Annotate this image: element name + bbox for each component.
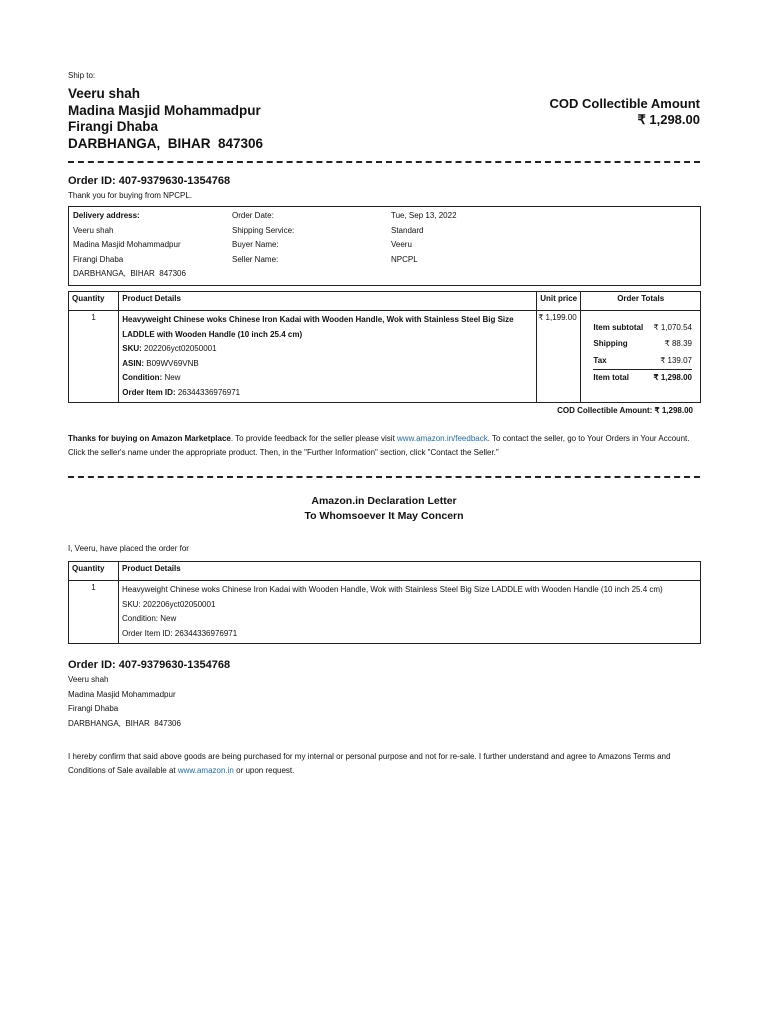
decl-condition: Condition: New bbox=[122, 614, 177, 623]
shipping-label: Shipping bbox=[593, 339, 628, 349]
buyer-name-label: Buyer Name: bbox=[232, 240, 279, 249]
declaration-title-1: Amazon.in Declaration Letter bbox=[311, 495, 457, 507]
cod-collectible-header bbox=[550, 96, 700, 127]
order-totals-header: Order Totals bbox=[581, 292, 701, 311]
shipping-service-label: Shipping Service: bbox=[232, 225, 295, 235]
decl-addr-line2: Firangi Dhaba bbox=[68, 704, 119, 713]
sku-line bbox=[122, 342, 533, 357]
delivery-address bbox=[73, 209, 186, 282]
decl-addr-line1: Madina Masjid Mohammadpur bbox=[68, 689, 176, 699]
ship-to-name: Veeru shah bbox=[68, 86, 141, 101]
order-id: Order ID: 407-9379630-1354768 bbox=[68, 175, 231, 187]
condition-value: New bbox=[164, 373, 181, 382]
dashed-divider bbox=[68, 161, 700, 163]
declaration-table-header bbox=[69, 562, 701, 581]
delivery-line2: Firangi Dhaba bbox=[73, 254, 124, 264]
condition-label: Condition: bbox=[122, 373, 163, 382]
item-total-value: ₹ 1,298.00 bbox=[653, 373, 692, 383]
item-id-line bbox=[122, 386, 533, 401]
decl-address bbox=[68, 673, 181, 731]
ship-to-line1: Madina Masjid Mohammadpur bbox=[68, 102, 261, 118]
item-total-row bbox=[593, 370, 692, 387]
subtotal-row bbox=[593, 319, 692, 336]
tax-label: Tax bbox=[593, 355, 607, 365]
decl-details-header: Product Details bbox=[119, 562, 701, 581]
declaration-intro: I, Veeru, have placed the order for bbox=[68, 544, 189, 553]
shipping-row bbox=[593, 336, 692, 353]
order-field-labels bbox=[232, 209, 294, 267]
details-header: Product Details bbox=[119, 292, 537, 311]
subtotal-value: ₹ 1,070.54 bbox=[653, 322, 692, 332]
declaration-title-2: To Whomsoever It May Concern bbox=[304, 510, 464, 522]
decl-item-id: Order Item ID: 26344336976971 bbox=[122, 628, 238, 638]
item-id-label: Order Item ID: bbox=[122, 387, 176, 397]
qty-cell: 1 bbox=[69, 311, 119, 403]
seller-name-value: NPCPL bbox=[391, 254, 418, 264]
order-date-value: Tue, Sep 13, 2022 bbox=[391, 211, 457, 220]
asin-value: B09WV69VNB bbox=[146, 358, 199, 368]
delivery-line3: DARBHANGA, BIHAR 847306 bbox=[73, 269, 186, 278]
product-title: Heavyweight Chinese woks Chinese Iron Kadai with Wooden Handle, Wok with Stainless Steel Big Size LADDLE with Wooden Handle (10 inch 25.4 cm) bbox=[122, 315, 514, 339]
product-table bbox=[68, 291, 701, 403]
cod-title: COD Collectible Amount bbox=[549, 96, 700, 111]
unit-price-cell: ₹ 1,199.00 bbox=[537, 311, 581, 403]
subtotal-label: Item subtotal bbox=[593, 322, 644, 332]
shipping-value: ₹ 88.39 bbox=[664, 339, 692, 349]
sku-value: 202206yct02050001 bbox=[144, 344, 217, 353]
item-id-value: 26344336976971 bbox=[177, 387, 241, 397]
feedback-text2: . To contact the seller, go to Your Orders in Your Account. Click the seller's name under the appropriate product. Then, in the "Further Information" section, click "Contact the Seller." bbox=[68, 434, 690, 457]
decl-details-cell bbox=[119, 581, 701, 644]
product-table-header bbox=[69, 292, 701, 311]
ship-to-line2: Firangi Dhaba bbox=[68, 119, 159, 134]
cod-collectible-footer: COD Collectible Amount: ₹ 1,298.00 bbox=[557, 406, 693, 415]
dashed-divider bbox=[68, 476, 700, 478]
order-field-values bbox=[391, 209, 457, 267]
confirmation-paragraph bbox=[68, 750, 700, 778]
item-total-label: Item total bbox=[593, 373, 629, 383]
delivery-box bbox=[68, 206, 701, 286]
declaration-table bbox=[68, 561, 701, 644]
table-row bbox=[69, 311, 701, 403]
delivery-name: Veeru shah bbox=[73, 225, 114, 235]
feedback-bold: Thanks for buying on Amazon Marketplace bbox=[68, 434, 231, 443]
decl-order-id: Order ID: 407-9379630-1354768 bbox=[68, 659, 231, 671]
tax-row bbox=[593, 352, 692, 370]
order-date-label: Order Date: bbox=[232, 211, 274, 220]
table-row bbox=[69, 581, 701, 644]
condition-line bbox=[122, 371, 533, 386]
delivery-label: Delivery address: bbox=[73, 211, 140, 220]
tax-value: ₹ 139.07 bbox=[660, 355, 692, 365]
amazon-link[interactable]: www.amazon.in bbox=[177, 766, 234, 775]
feedback-text1: . To provide feedback for the seller please visit bbox=[230, 434, 398, 443]
delivery-line1: Madina Masjid Mohammadpur bbox=[73, 240, 181, 249]
feedback-link[interactable]: www.amazon.in/feedback bbox=[397, 434, 488, 443]
asin-label: ASIN: bbox=[122, 358, 145, 368]
ship-to-line3: DARBHANGA, BIHAR 847306 bbox=[68, 135, 264, 151]
seller-name-label: Seller Name: bbox=[232, 254, 279, 264]
details-cell bbox=[119, 311, 537, 403]
feedback-paragraph bbox=[68, 432, 700, 459]
confirm-text1: I hereby confirm that said above goods are being purchased for my internal or personal purpose and not for re-sale. I further understand and agree to Amazons Terms and Conditions of Sale available at bbox=[68, 752, 671, 775]
decl-product-title: Heavyweight Chinese woks Chinese Iron Kadai with Wooden Handle, Wok with Stainless Steel Big Size LADDLE with Wooden Handle (10 inch 25.4 cm) bbox=[122, 585, 663, 594]
qty-header: Quantity bbox=[69, 292, 119, 311]
asin-line bbox=[122, 357, 533, 372]
confirm-text2: or upon request. bbox=[233, 766, 295, 775]
sku-label: SKU: bbox=[122, 344, 142, 353]
declaration-title bbox=[68, 494, 700, 524]
decl-qty-cell: 1 bbox=[69, 581, 119, 644]
totals-cell bbox=[581, 311, 701, 403]
ship-to-address bbox=[68, 86, 263, 152]
buyer-name-value: Veeru bbox=[391, 240, 412, 249]
decl-sku: SKU: 202206yct02050001 bbox=[122, 599, 216, 609]
decl-addr-name: Veeru shah bbox=[68, 675, 109, 684]
ship-to-label: Ship to: bbox=[68, 71, 96, 80]
decl-addr-line3: DARBHANGA, BIHAR 847306 bbox=[68, 718, 181, 728]
thank-you-text: Thank you for buying from NPCPL. bbox=[68, 191, 193, 200]
unit-price-header: Unit price bbox=[537, 292, 581, 311]
shipping-service-value: Standard bbox=[391, 225, 424, 235]
cod-amount: ₹ 1,298.00 bbox=[637, 111, 700, 127]
decl-qty-header: Quantity bbox=[69, 562, 119, 581]
